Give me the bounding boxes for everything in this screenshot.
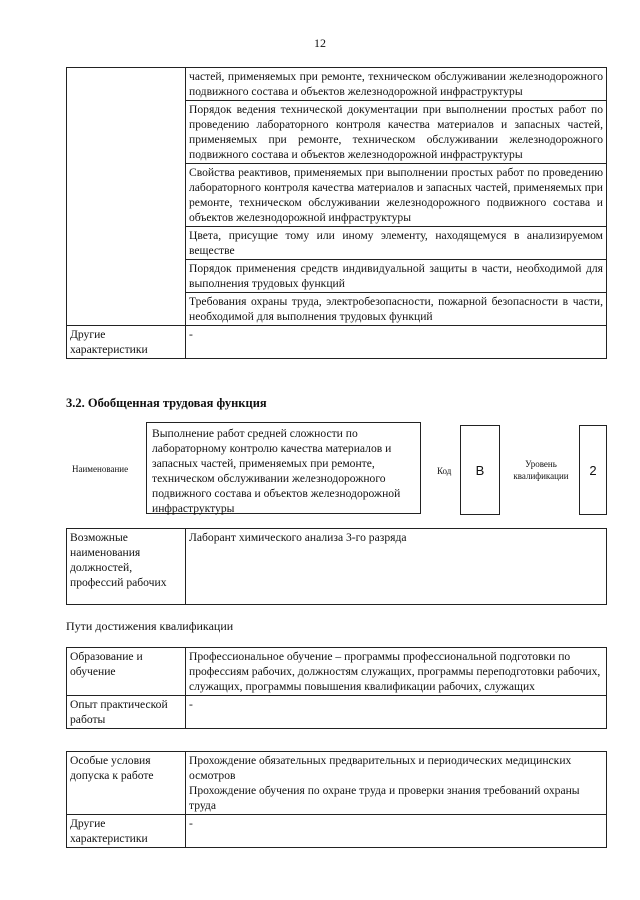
table-cell: частей, применяемых при ремонте, техническом обслуживании железнодорожного подвижного состава и объектов железнодорожной инфраструктуры xyxy=(186,68,607,101)
name-label: Наименование xyxy=(72,464,129,474)
table-row xyxy=(67,696,607,729)
positions-table xyxy=(66,528,607,605)
table-row xyxy=(67,648,607,696)
conditions-item: Прохождение обучения по охране труда и проверки знания требований охраны труда xyxy=(189,784,580,812)
conditions-item: Прохождение обязательных предварительных и периодических медицинских осмотров xyxy=(189,754,572,782)
section-heading: 3.2. Обобщенная трудовая функция xyxy=(66,396,267,410)
table-cell-label xyxy=(67,68,186,326)
knowledge-table xyxy=(66,67,607,359)
table-cell: Порядок применения средств индивидуальной защиты в части, необходимой для выполнения трудовых функций xyxy=(186,260,607,293)
table-row xyxy=(67,529,607,605)
code-label: Код xyxy=(437,466,452,476)
qualification-level-label: Уровень квалификации xyxy=(513,459,569,481)
table-row xyxy=(67,68,607,101)
table-cell: Требования охраны труда, электробезопасности, пожарной безопасности в части, необходимой для выполнения трудовых функций xyxy=(186,293,607,326)
function-name-box: Выполнение работ средней сложности по лабораторному контролю качества материалов и запасных частей, применяемых при ремонте, техническом обслуживании железнодорожного подвижного состава и объектов железнодорожной инфраструктуры xyxy=(146,422,421,514)
table-row xyxy=(67,815,607,848)
qualification-level-box: 2 xyxy=(579,425,607,515)
positions-value: Лаборант химического анализа 3-го разряда xyxy=(186,529,607,605)
experience-value: - xyxy=(186,696,607,729)
education-value: Профессиональное обучение – программы профессиональной подготовки по профессиям рабочих, должностям служащих, программы переподготовки рабочих, служащих, программы повышения квалификации рабочих, служащих xyxy=(186,648,607,696)
conditions-label: Особые условия допуска к работе xyxy=(67,752,186,815)
education-label: Образование и обучение xyxy=(67,648,186,696)
other-characteristics-value: - xyxy=(186,815,607,848)
conditions-value xyxy=(186,752,607,815)
table-row xyxy=(67,326,607,359)
code-value-box: B xyxy=(460,425,500,515)
page-number: 12 xyxy=(314,36,326,50)
experience-label: Опыт практической работы xyxy=(67,696,186,729)
paths-title: Пути достижения квалификации xyxy=(66,619,234,633)
table-row xyxy=(67,752,607,815)
conditions-table xyxy=(66,751,607,848)
education-table xyxy=(66,647,607,729)
positions-label: Возможные наименования должностей, профессий рабочих xyxy=(67,529,186,605)
other-characteristics-label: Другие характеристики xyxy=(67,815,186,848)
table-cell: Порядок ведения технической документации при выполнении простых работ по проведению лабораторного контроля качества материалов и запасных частей, применяемых при ремонте, техническом обслуживании железнодорожного подвижного состава и объектов железнодорожной инфраструктуры xyxy=(186,101,607,164)
table-cell: Цвета, присущие тому или иному элементу, находящемуся в анализируемом веществе xyxy=(186,227,607,260)
table-cell: Свойства реактивов, применяемых при выполнении простых работ по проведению лабораторного контроля качества материалов и запасных частей, применяемых при ремонте, техническом обслуживании железнодорожного подвижного состава и объектов железнодорожной инфраструктуры xyxy=(186,164,607,227)
other-characteristics-label: Другие характеристики xyxy=(67,326,186,359)
other-characteristics-value: - xyxy=(186,326,607,359)
